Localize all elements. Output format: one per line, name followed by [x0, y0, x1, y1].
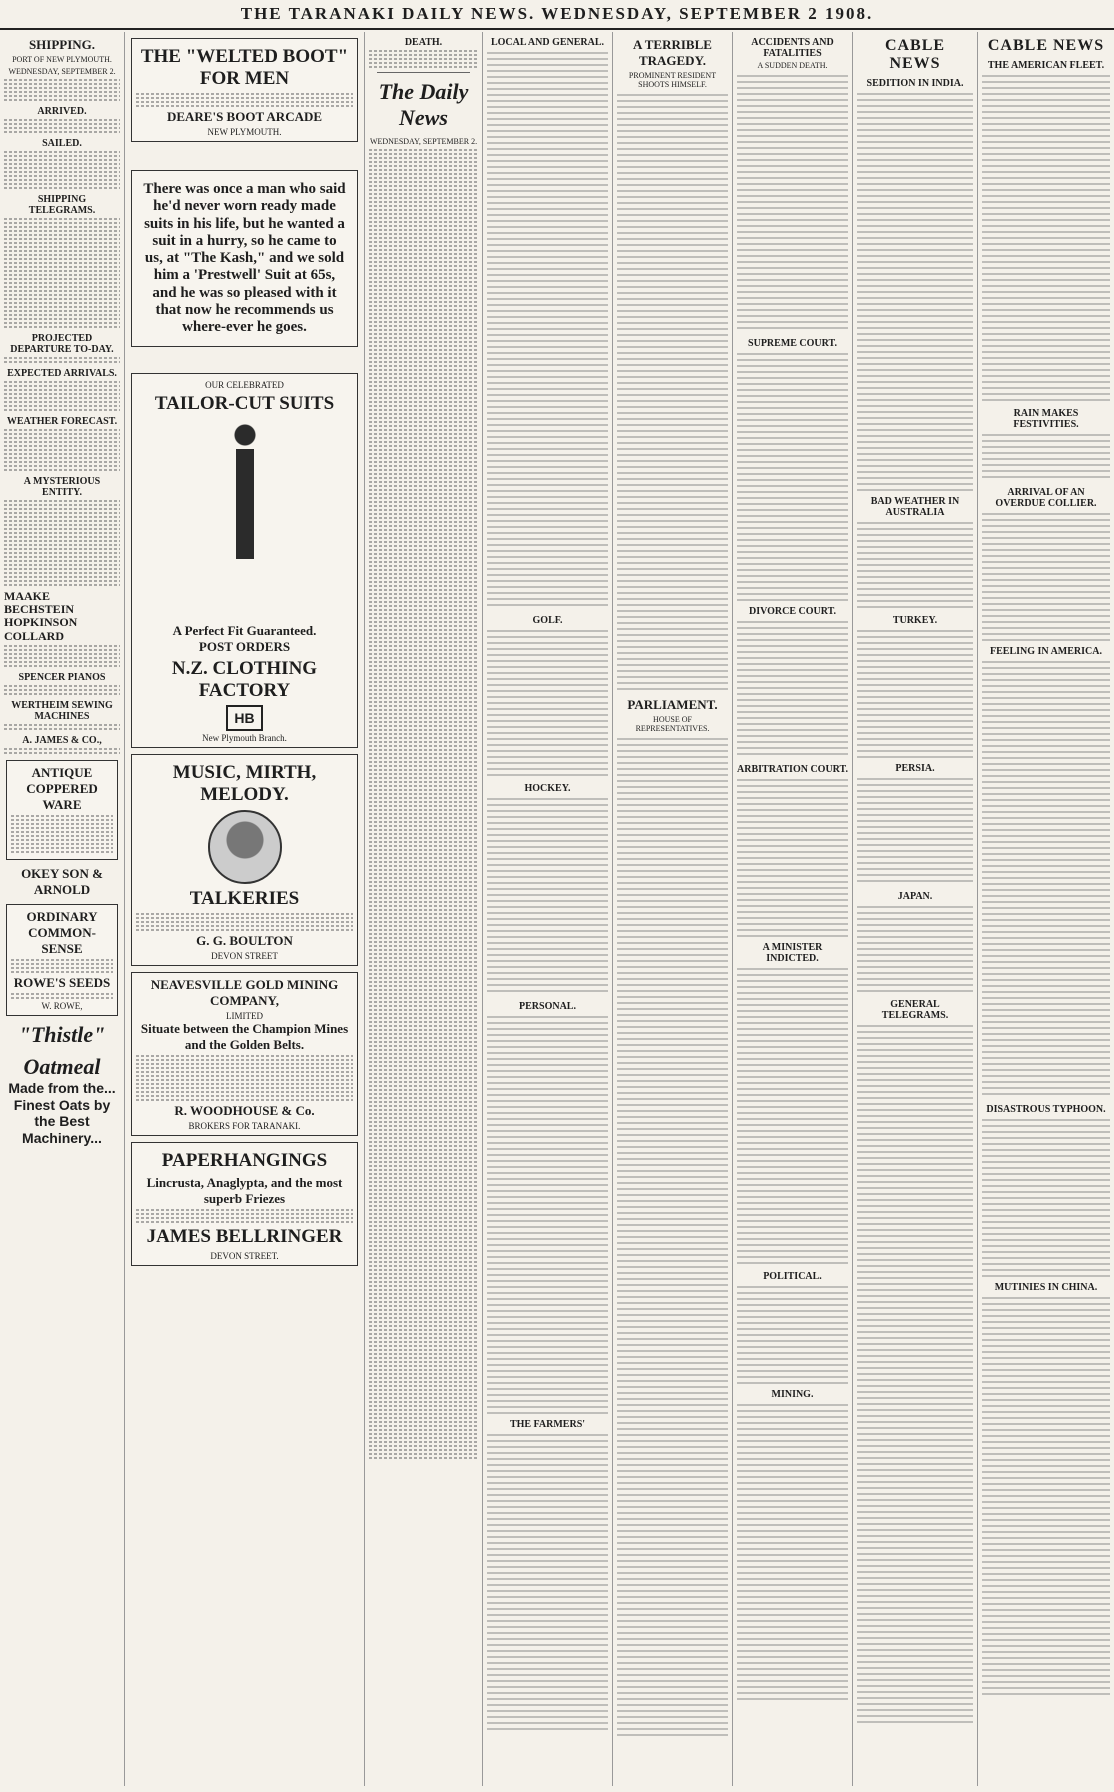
projected-heading: PROJECTED DEPARTURE TO-DAY. — [10, 333, 114, 355]
feeling-heading: FEELING IN AMERICA. — [990, 646, 1102, 657]
supreme-heading: SUPREME COURT. — [748, 338, 837, 349]
james-text — [4, 748, 120, 754]
ordinary-title: ORDINARY COMMON-SENSE — [26, 908, 98, 956]
finest-oats-text: Made from the... Finest Oats by the Best Machinery... — [8, 1079, 116, 1147]
ordinary-ad — [6, 904, 118, 1016]
brokers-label: BROKERS FOR TARANAKI. — [188, 1121, 301, 1132]
welted-title: THE "WELTED BOOT" FOR MEN — [140, 46, 349, 89]
divider — [377, 72, 470, 73]
tailor-suits-ad — [131, 373, 358, 748]
column-8 — [978, 32, 1114, 1786]
arbitration-heading: ARBITRATION COURT. — [737, 764, 848, 775]
limited-label: LIMITED — [226, 1011, 263, 1022]
mutinies-text — [982, 1295, 1110, 1695]
typhoon-text — [982, 1117, 1110, 1277]
projected-text — [4, 357, 120, 363]
piano-brand: HOPKINSON — [4, 615, 78, 630]
fleet-text — [982, 73, 1110, 403]
turkey-text — [857, 628, 973, 758]
deare-name: DEARE'S BOOT ARCADE — [166, 109, 323, 124]
divorce-text — [737, 619, 848, 759]
expected-heading: EXPECTED ARRIVALS. — [7, 368, 117, 379]
cable-news-heading-2: CABLE NEWS — [987, 37, 1105, 54]
spencer-heading: SPENCER PIANOS — [18, 671, 106, 683]
lincrusta-line: Lincrusta, Anaglypta, and the most superb Friezes — [146, 1175, 343, 1207]
situate-line: Situate between the Champion Mines and the Golden Belts. — [140, 1021, 349, 1053]
minister-text — [737, 966, 848, 1266]
mining-text — [737, 1402, 848, 1702]
personal-text — [487, 1014, 608, 1414]
hb-logo: HB — [226, 705, 262, 731]
death-text — [369, 50, 478, 68]
overdue-text — [982, 511, 1110, 641]
golf-heading: GOLF. — [532, 615, 563, 626]
antique-ad — [6, 760, 118, 860]
sailed-heading: SAILED. — [42, 138, 82, 149]
fleet-heading: THE AMERICAN FLEET. — [987, 60, 1105, 71]
fit-guarantee: A Perfect Fit Guaranteed. — [172, 623, 317, 639]
farmers-heading: THE FARMERS' — [509, 1419, 586, 1430]
column-6 — [733, 32, 853, 1786]
woodhouse-name: R. WOODHOUSE & Co. — [174, 1103, 315, 1119]
sedition-text — [857, 91, 973, 491]
cable-news-heading: CABLE NEWS — [884, 37, 946, 72]
bellringer-address: DEVON STREET. — [210, 1251, 279, 1262]
music-title: MUSIC, MIRTH, MELODY. — [172, 762, 317, 806]
piano-brand: BECHSTEIN — [4, 602, 75, 617]
rain-text — [982, 432, 1110, 482]
tide-table — [4, 79, 120, 101]
weather-heading: WEATHER FORECAST. — [6, 416, 118, 427]
talkeries-ad — [131, 754, 358, 966]
death-heading: DEATH. — [404, 37, 443, 48]
golf-text — [487, 628, 608, 778]
mutinies-heading: MUTINIES IN CHINA. — [994, 1282, 1098, 1293]
overdue-heading: ARRIVAL OF AN OVERDUE COLLIER. — [995, 487, 1097, 509]
neavesville-title: NEAVESVILLE GOLD MINING COMPANY, — [150, 977, 339, 1009]
typhoon-heading: DISASTROUS TYPHOON. — [986, 1104, 1106, 1115]
editorial-date: WEDNESDAY, SEPTEMBER 2. — [369, 137, 478, 146]
antique-title: ANTIQUE COPPERED WARE — [26, 764, 98, 812]
editorial-text — [369, 149, 478, 1459]
okey-heading: OKEY SON & ARNOLD — [21, 865, 103, 897]
local-text — [487, 50, 608, 610]
neavesville-ad — [131, 972, 358, 1136]
piano-brand: MAAKE — [4, 589, 50, 603]
gentleman-illustration — [215, 419, 275, 619]
feeling-text — [982, 659, 1110, 1099]
nz-branch: New Plymouth Branch. — [202, 733, 287, 744]
column-5 — [613, 32, 733, 1786]
paperhangings-ad — [131, 1142, 358, 1266]
arbitration-text — [737, 777, 848, 937]
boulton-name: G. G. BOULTON — [196, 933, 293, 949]
persia-text — [857, 776, 973, 886]
political-heading: POLITICAL. — [763, 1271, 822, 1282]
arrived-text — [4, 119, 120, 133]
pianos-text — [4, 645, 120, 667]
wertheim-heading: WERTHEIM SEWING MACHINES — [11, 699, 113, 722]
general-telegrams-heading: GENERAL TELEGRAMS. — [881, 999, 949, 1021]
welted-boot-ad — [131, 38, 358, 142]
kash-ad — [131, 170, 358, 347]
daily-news-nameplate: The Daily News — [378, 79, 469, 130]
expected-text — [4, 381, 120, 411]
minister-heading: A MINISTER INDICTED. — [762, 942, 823, 964]
divorce-heading: DIVORCE COURT. — [748, 606, 837, 617]
oatmeal-label: Oatmeal — [23, 1053, 101, 1079]
tragedy-subheading: PROMINENT RESIDENT SHOOTS HIMSELF. — [628, 71, 717, 89]
kash-quote: There was once a man who said he'd never worn ready made suits in his life, but he wanted a suit in a hurry, so he came to us, at "The Kash," and we sold him a 'Prestwell' Suit at 65s, and he was so pleased with it that now he recommends us where-ever he goes. — [143, 181, 346, 335]
shipping-telegrams-heading: SHIPPING TELEGRAMS. — [28, 194, 96, 216]
boulton-address: DEVON STREET — [211, 951, 278, 962]
pianos-list — [4, 590, 120, 643]
deare-location: NEW PLYMOUTH. — [207, 127, 282, 137]
bellringer-name: JAMES BELLRINGER — [146, 1226, 343, 1248]
port-label: PORT OF NEW PLYMOUTH. — [12, 55, 112, 64]
accidents-text — [737, 73, 848, 333]
paperhangings-title: PAPERHANGINGS — [161, 1150, 328, 1172]
japan-text — [857, 904, 973, 994]
sudden-subheading: A SUDDEN DEATH. — [757, 61, 828, 70]
sedition-heading: SEDITION IN INDIA. — [866, 78, 964, 89]
australia-text — [857, 520, 973, 610]
accidents-heading: ACCIDENTS AND FATALITIES — [751, 37, 834, 59]
thistle-logo: "Thistle" — [18, 1021, 106, 1047]
rowe-seeds-title: ROWE'S SEEDS — [13, 974, 111, 990]
column-3 — [365, 32, 483, 1786]
personal-heading: PERSONAL. — [519, 1001, 576, 1012]
date-label: WEDNESDAY, SEPTEMBER 2. — [8, 67, 116, 76]
tragedy-text — [617, 92, 728, 692]
rowe-name: W. ROWE, — [41, 1000, 83, 1011]
arrived-heading: ARRIVED. — [37, 106, 87, 117]
james-heading: A. JAMES & CO., — [22, 734, 102, 746]
edison-portrait — [208, 810, 282, 884]
sailed-text — [4, 151, 120, 189]
persia-heading: PERSIA. — [895, 763, 935, 774]
tragedy-heading: A TERRIBLE TRAGEDY. — [633, 37, 712, 68]
farmers-text — [487, 1432, 608, 1732]
column-1 — [0, 32, 125, 1786]
hockey-heading: HOCKEY. — [524, 783, 571, 794]
mystery-text — [4, 500, 120, 586]
parliament-heading: PARLIAMENT. — [627, 697, 718, 712]
weather-text — [4, 429, 120, 471]
piano-brand: COLLARD — [4, 628, 65, 643]
australia-weather-heading: BAD WEATHER IN AUSTRALIA — [870, 496, 960, 518]
talkeries-title: TALKERIES — [189, 888, 300, 910]
hockey-text — [487, 796, 608, 996]
masthead-title: THE TARANAKI DAILY NEWS. WEDNESDAY, SEPTEMBER 2 1908. — [240, 4, 874, 23]
celebrated-label: OUR CELEBRATED — [205, 380, 284, 391]
supreme-text — [737, 351, 848, 601]
parliament-text — [617, 736, 728, 1736]
turkey-heading: TURKEY. — [892, 615, 938, 626]
nz-clothing-title: N.Z. CLOTHING FACTORY — [171, 658, 318, 702]
shipping-heading: SHIPPING. — [28, 37, 96, 52]
general-text — [857, 1023, 973, 1723]
japan-heading: JAPAN. — [897, 891, 933, 902]
spencer-text — [4, 685, 120, 695]
column-4 — [483, 32, 613, 1786]
mining-heading: MINING. — [771, 1389, 814, 1400]
wertheim-text — [4, 724, 120, 730]
political-text — [737, 1284, 848, 1384]
tailor-title: TAILOR-CUT SUITS — [154, 393, 335, 415]
column-7 — [853, 32, 978, 1786]
telegrams-text — [4, 218, 120, 328]
post-orders-label: POST ORDERS — [198, 639, 291, 655]
house-subheading: HOUSE OF REPRESENTATIVES. — [635, 715, 710, 733]
rain-heading: RAIN MAKES FESTIVITIES. — [1013, 408, 1079, 430]
masthead — [0, 0, 1114, 30]
mystery-heading: A MYSTERIOUS ENTITY. — [23, 476, 101, 498]
column-2 — [125, 32, 365, 1786]
local-general-heading: LOCAL AND GENERAL. — [490, 37, 605, 48]
